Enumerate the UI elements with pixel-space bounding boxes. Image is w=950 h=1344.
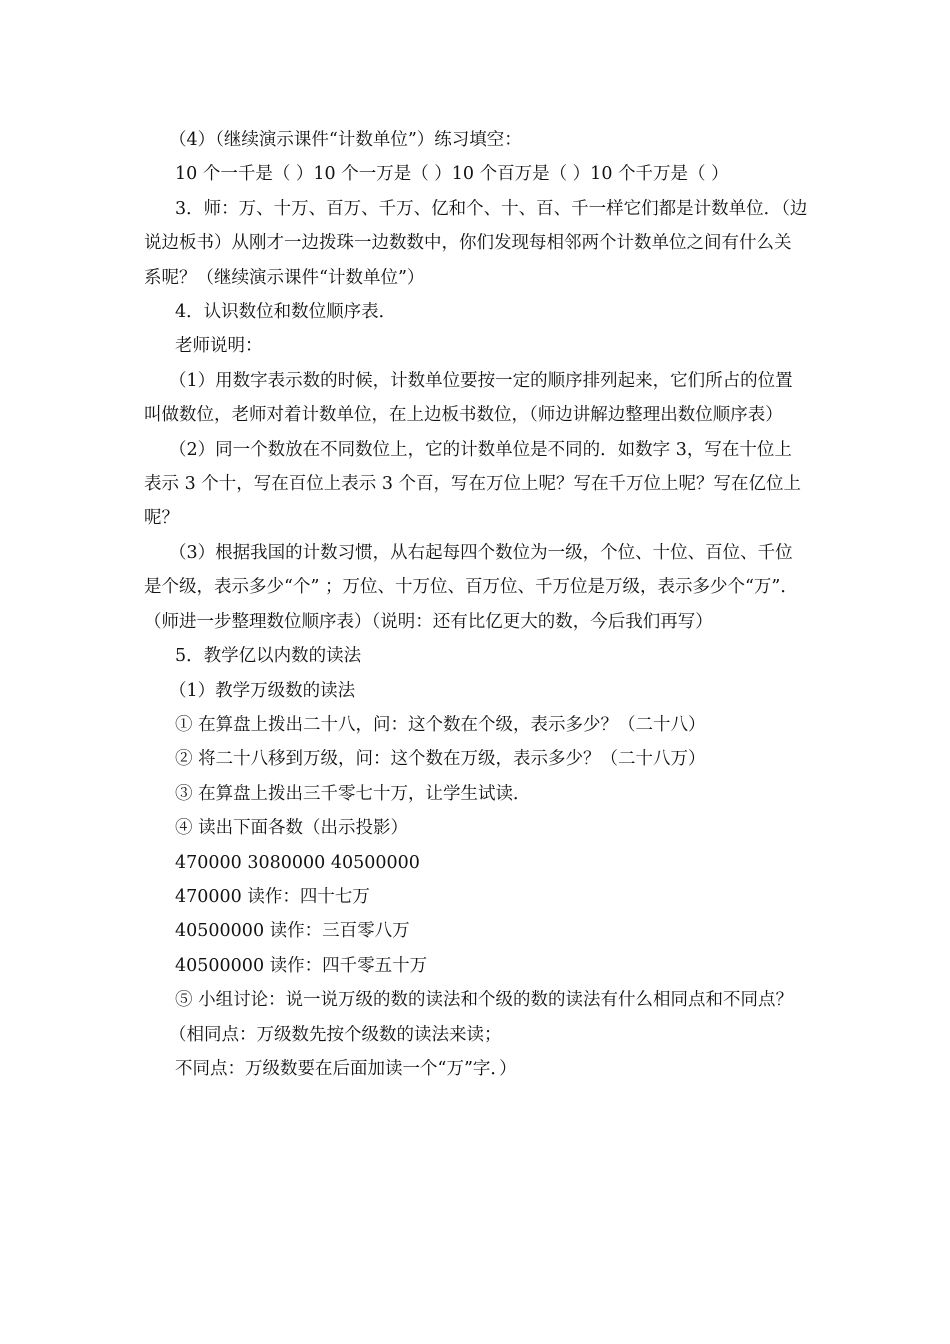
paragraph: 470000 读作：四十七万	[175, 886, 370, 907]
paragraph: 40500000 读作：四千零五十万	[175, 955, 428, 976]
paragraph: （3）根据我国的计数习惯，从右起每四个数位为一级，个位、十位、百位、千位是个级，表示多少“个” ；万位、十万位、百万位、千万位是万级，表示多少个“万”．（师进一步整理数位顺序表）（说明：还有比亿更大的数，今后我们再写）	[144, 542, 798, 632]
paragraph: ⑤ 小组讨论：说一说万级的数的读法和个级的数的读法有什么相同点和不同点？	[175, 990, 794, 1011]
paragraph: （2）同一个数放在不同数位上，它的计数单位是不同的．如数字 3，写在十位上表示 3 个十，写在百位上表示 3 个百，写在万位上呢？写在千万位上呢？写在亿位上呢？	[144, 439, 802, 529]
paragraph: ① 在算盘上拨出二十八，问：这个数在个级，表示多少？（二十八）	[175, 714, 706, 735]
paragraph: （1）教学万级数的读法	[169, 680, 356, 701]
paragraph: 老师说明：	[175, 336, 263, 357]
paragraph: （相同点：万级数先按个级数的读法来读；	[169, 1024, 502, 1045]
paragraph: 470000 3080000 40500000	[175, 852, 420, 873]
paragraph: 10 个一千是（ ）10 个一万是（ ）10 个百万是（ ）10 个千万是（ ）	[175, 164, 729, 185]
paragraph: 3．师：万、十万、百万、千万、亿和个、十、百、千一样它们都是计数单位．（边说边板书）从刚才一边拨珠一边数数中，你们发现每相邻两个计数单位之间有什么关系呢？（继续演示课件“计数单位”）	[144, 198, 808, 288]
paragraph: 4．认识数位和数位顺序表．	[175, 302, 397, 323]
paragraph: ④ 读出下面各数（出示投影）	[175, 818, 409, 839]
paragraph: ② 将二十八移到万级，问：这个数在万级，表示多少？（二十八万）	[175, 749, 706, 770]
paragraph: ③ 在算盘上拨出三千零七十万，让学生试读．	[175, 783, 531, 804]
paragraph: （4）（继续演示课件“计数单位”）练习填空：	[169, 130, 522, 150]
paragraph: 40500000 读作：三百零八万	[175, 921, 410, 942]
document-body	[144, 123, 808, 1086]
paragraph: 不同点：万级数要在后面加读一个“万”字．）	[175, 1058, 517, 1079]
paragraph: （1）用数字表示数的时候，计数单位要按一定的顺序排列起来，它们所占的位置叫做数位，老师对着计数单位，在上边板书数位，（师边讲解边整理出数位顺序表）	[144, 370, 793, 426]
paragraph: 5．教学亿以内数的读法	[175, 646, 362, 667]
